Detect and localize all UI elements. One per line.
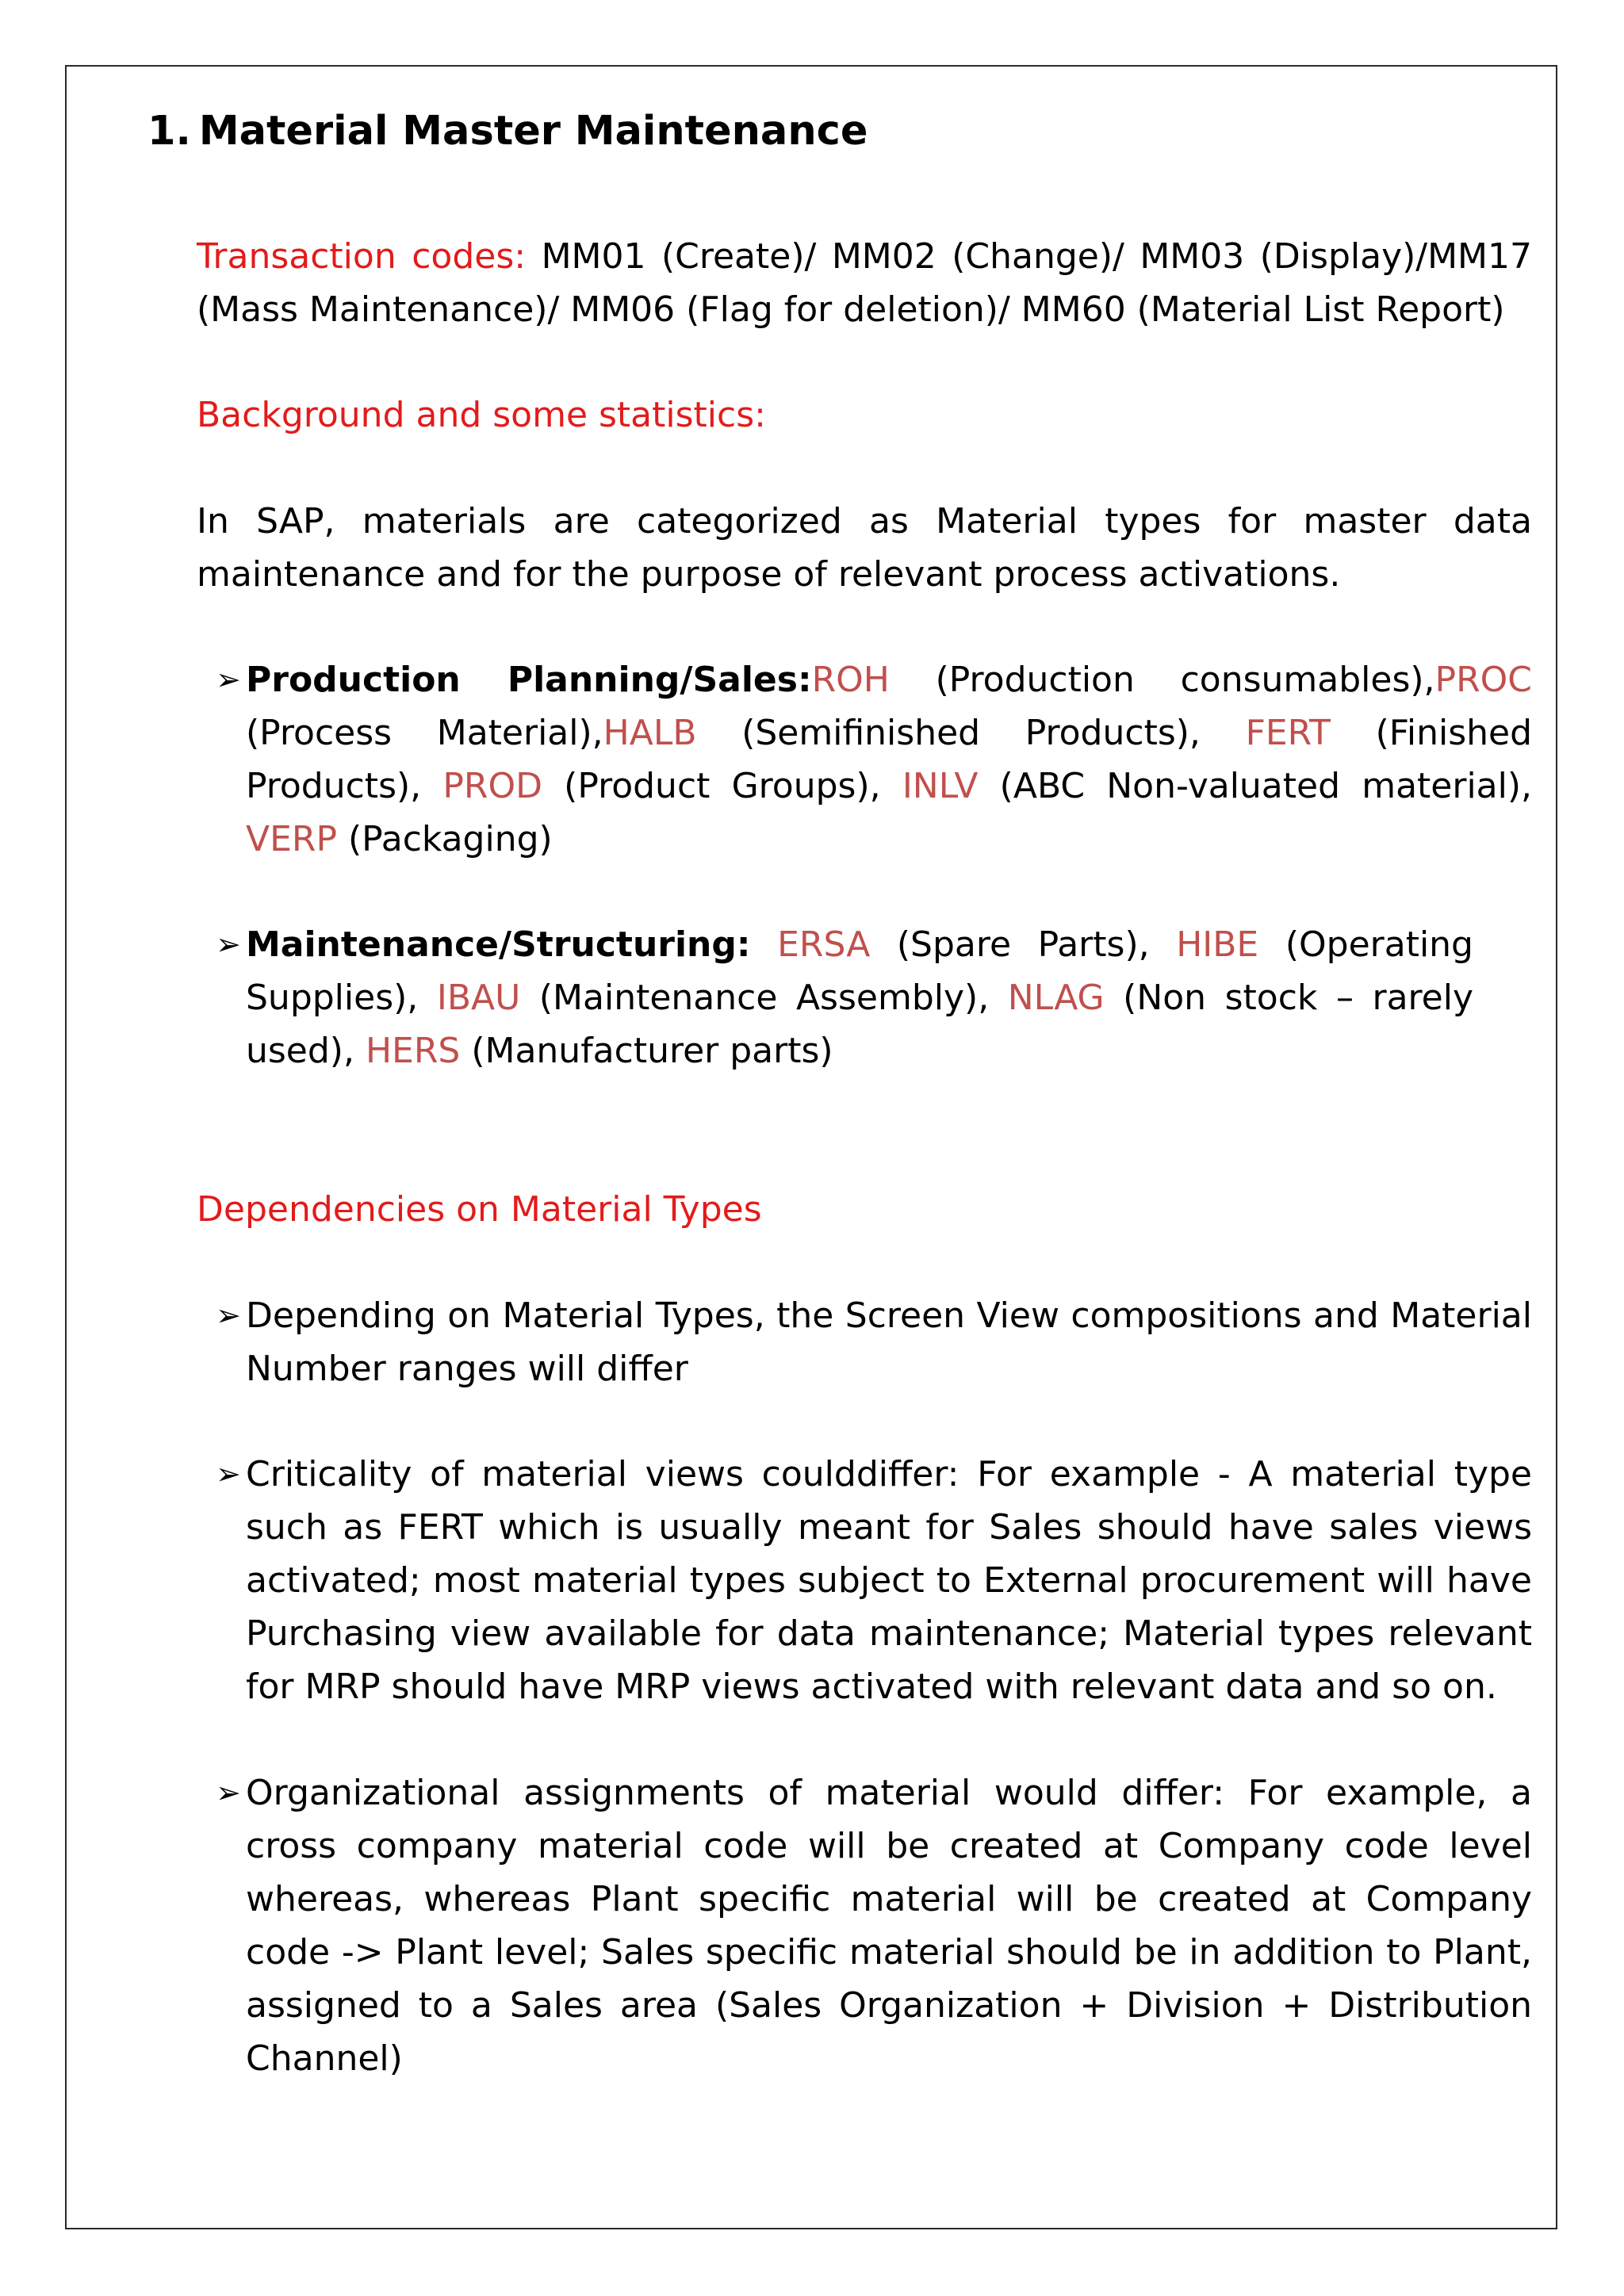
material-type-desc: (Production consumables),: [889, 660, 1435, 700]
material-type-code: HERS: [365, 1031, 461, 1071]
material-type-code: PROD: [442, 766, 542, 806]
background-section: [197, 388, 1532, 442]
dependency-bullet: [216, 1766, 1532, 2085]
material-type-code: ROH: [811, 660, 890, 700]
material-type-code: ERSA: [777, 924, 871, 965]
dependencies-section: [197, 1183, 1532, 1236]
heading-title: Material Master Maintenance: [198, 108, 868, 155]
material-type-code: FERT: [1245, 713, 1331, 753]
material-type-desc: (Manufacturer parts): [460, 1031, 833, 1071]
dependency-bullet: [216, 1289, 1532, 1395]
arrow-bullet-icon: ➢: [216, 1775, 241, 1810]
intro-paragraph: [197, 495, 1532, 601]
arrow-bullet-icon: ➢: [216, 662, 241, 697]
dependency-bullet-text: Organizational assignments of material would differ: For example, a cross company material code will be created at Company code level whereas, whereas Plant specific material will be created at Company code -> Plant level; Sales specific material should be in addition to Plant, assigned to a Sales area (Sales Organization + Division + Distribution Channel): [246, 1773, 1532, 2079]
dependency-bullet-text: Criticality of material views coulddiffer: For example - A material type such as FERT which is usually meant for Sales should have sales views activated; most material types subject to External procurement will have Purchasing view available for data maintenance; Material types relevant for MRP should have MRP views activated with relevant data and so on.: [246, 1454, 1532, 1707]
dependency-bullet: [216, 1448, 1532, 1713]
material-type-desc: (Process Material),: [246, 713, 603, 753]
arrow-bullet-icon: ➢: [216, 1298, 241, 1333]
dependencies-label: Dependencies on Material Types: [197, 1189, 762, 1230]
material-type-desc: (Finished Products),: [246, 713, 1533, 806]
maintenance-structuring-title: Maintenance/Structuring:: [246, 924, 751, 965]
section-heading: [147, 103, 868, 160]
material-type-code: NLAG: [1007, 978, 1105, 1018]
production-planning-title: Production Planning/Sales:: [246, 660, 812, 700]
material-type-desc: (Semifinished Products),: [696, 713, 1246, 753]
production-planning-bullet: [216, 653, 1533, 866]
material-type-desc: (Spare Parts),: [870, 924, 1177, 965]
maintenance-structuring-bullet: [216, 918, 1474, 1077]
heading-number: 1.: [147, 108, 191, 155]
material-type-code: INLV: [902, 766, 979, 806]
material-type-desc: (ABC Non-valuated material),: [978, 766, 1533, 806]
material-type-desc: (Maintenance Assembly),: [520, 978, 1008, 1018]
intro-text: In SAP, materials are categorized as Material types for master data maintenance and for the purpose of relevant process activations.: [197, 501, 1532, 595]
material-type-code: VERP: [246, 819, 338, 859]
material-type-code: IBAU: [436, 978, 521, 1018]
material-type-desc: (Non stock – rarely used),: [246, 978, 1474, 1071]
material-type-desc: (Product Groups),: [542, 766, 902, 806]
arrow-bullet-icon: ➢: [216, 927, 241, 962]
material-type-desc: (Operating Supplies),: [246, 924, 1473, 1018]
material-type-code: PROC: [1434, 660, 1533, 700]
material-type-code: HIBE: [1176, 924, 1259, 965]
dependency-bullet-text: Depending on Material Types, the Screen View compositions and Material Number ranges will differ: [246, 1295, 1532, 1389]
transaction-codes-paragraph: [197, 230, 1532, 336]
material-type-desc: (Packaging): [337, 819, 553, 859]
material-type-code: HALB: [603, 713, 697, 753]
transaction-codes-text: MM01 (Create)/ MM02 (Change)/ MM03 (Display)/MM17 (Mass Maintenance)/ MM06 (Flag for deletion)/ MM60 (Material List Report): [197, 236, 1533, 330]
arrow-bullet-icon: ➢: [216, 1456, 241, 1491]
transaction-codes-label: Transaction codes:: [197, 236, 527, 277]
background-label: Background and some statistics:: [197, 395, 766, 435]
